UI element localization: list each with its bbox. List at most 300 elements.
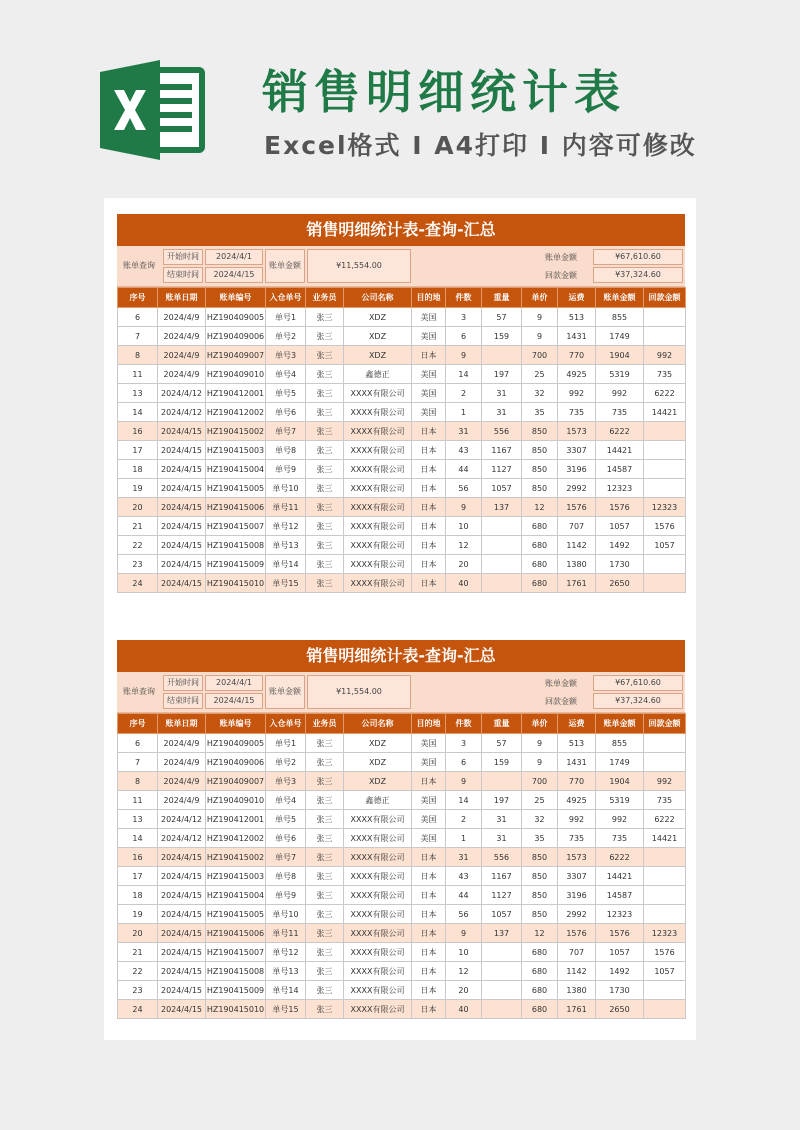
table-cell: 2024/4/15 xyxy=(158,498,206,517)
table-row xyxy=(118,574,686,593)
table-cell: 2650 xyxy=(596,574,644,593)
table-cell: 2 xyxy=(446,810,482,829)
table-cell: 2024/4/9 xyxy=(158,734,206,753)
table-cell: 6222 xyxy=(644,810,686,829)
column-header: 业务员 xyxy=(306,288,344,308)
table-cell: 6 xyxy=(118,308,158,327)
table-row xyxy=(118,422,686,441)
table-cell: HZ190415010 xyxy=(206,574,266,593)
table-cell: HZ190415007 xyxy=(206,517,266,536)
table-cell: 992 xyxy=(596,810,644,829)
table-row xyxy=(118,555,686,574)
table-cell: 850 xyxy=(522,848,558,867)
table-cell: 单号14 xyxy=(266,555,306,574)
table-cell: 43 xyxy=(446,867,482,886)
table-cell: 850 xyxy=(522,441,558,460)
amount-value: ¥11,554.00 xyxy=(307,249,411,283)
table-row xyxy=(118,460,686,479)
sheet-title: 销售明细统计表-查询-汇总 xyxy=(117,214,685,246)
table-cell: 3196 xyxy=(558,886,596,905)
table-cell: 1142 xyxy=(558,962,596,981)
table-cell: 美国 xyxy=(412,829,446,848)
table-cell: 日本 xyxy=(412,772,446,791)
table-cell: XDZ xyxy=(344,346,412,365)
table-cell: 12 xyxy=(446,536,482,555)
table-cell: 992 xyxy=(644,772,686,791)
table-cell: 9 xyxy=(446,498,482,517)
table-cell xyxy=(644,441,686,460)
table-row xyxy=(118,327,686,346)
table-cell: 单号1 xyxy=(266,734,306,753)
end-date-field[interactable]: 2024/4/15 xyxy=(205,693,263,709)
table-cell: 张三 xyxy=(306,517,344,536)
table-cell: 美国 xyxy=(412,308,446,327)
table-cell: 张三 xyxy=(306,403,344,422)
table-row xyxy=(118,479,686,498)
table-cell: HZ190415009 xyxy=(206,555,266,574)
table-cell: XXXX有限公司 xyxy=(344,460,412,479)
table-cell: 513 xyxy=(558,734,596,753)
table-cell: 1573 xyxy=(558,848,596,867)
table-cell: 美国 xyxy=(412,810,446,829)
table-header-row xyxy=(118,714,686,734)
table-cell: 单号13 xyxy=(266,962,306,981)
table-cell: XXXX有限公司 xyxy=(344,886,412,905)
table-cell: 556 xyxy=(482,848,522,867)
table-cell: 8 xyxy=(118,346,158,365)
table-cell: HZ190415006 xyxy=(206,924,266,943)
table-row xyxy=(118,829,686,848)
table-cell xyxy=(482,574,522,593)
table-cell: 日本 xyxy=(412,555,446,574)
table-cell: 43 xyxy=(446,441,482,460)
table-cell: 2024/4/15 xyxy=(158,422,206,441)
table-cell: 23 xyxy=(118,555,158,574)
table-cell: 13 xyxy=(118,810,158,829)
table-cell: 1127 xyxy=(482,886,522,905)
table-cell: 31 xyxy=(482,384,522,403)
table-cell: 单号3 xyxy=(266,772,306,791)
query-label: 账单查询 xyxy=(123,687,155,696)
column-header: 回款金额 xyxy=(644,714,686,734)
table-cell xyxy=(644,479,686,498)
table-cell: 张三 xyxy=(306,905,344,924)
table-cell: 1167 xyxy=(482,867,522,886)
table-cell: 14421 xyxy=(644,829,686,848)
table-cell: 735 xyxy=(644,365,686,384)
table-cell: 10 xyxy=(446,517,482,536)
table-cell xyxy=(644,308,686,327)
table-cell: 5319 xyxy=(596,365,644,384)
table-cell: 680 xyxy=(522,981,558,1000)
table-cell xyxy=(482,943,522,962)
start-date-field[interactable]: 2024/4/1 xyxy=(205,249,263,265)
table-cell: 56 xyxy=(446,479,482,498)
table-cell: 2650 xyxy=(596,1000,644,1019)
table-cell: 3307 xyxy=(558,441,596,460)
table-row xyxy=(118,848,686,867)
table-row xyxy=(118,498,686,517)
table-cell: 770 xyxy=(558,346,596,365)
received-label: 回款金额 xyxy=(545,697,577,706)
table-cell: 单号14 xyxy=(266,981,306,1000)
table-cell: HZ190415002 xyxy=(206,422,266,441)
table-cell: 日本 xyxy=(412,867,446,886)
table-cell: 14587 xyxy=(596,886,644,905)
table-cell: 单号7 xyxy=(266,848,306,867)
sales-table xyxy=(117,713,686,1019)
table-cell: HZ190415010 xyxy=(206,1000,266,1019)
table-cell: 张三 xyxy=(306,867,344,886)
table-cell: 197 xyxy=(482,365,522,384)
table-cell: 1127 xyxy=(482,460,522,479)
table-cell: HZ190415007 xyxy=(206,943,266,962)
table-cell: 12323 xyxy=(644,498,686,517)
table-cell: XXXX有限公司 xyxy=(344,479,412,498)
table-cell: 鑫德正 xyxy=(344,365,412,384)
table-cell: 美国 xyxy=(412,791,446,810)
table-cell: 张三 xyxy=(306,772,344,791)
table-cell: 张三 xyxy=(306,574,344,593)
table-cell: 张三 xyxy=(306,422,344,441)
column-header: 入仓单号 xyxy=(266,714,306,734)
table-cell: 14587 xyxy=(596,460,644,479)
table-cell: 2024/4/15 xyxy=(158,555,206,574)
table-cell: XXXX有限公司 xyxy=(344,517,412,536)
table-cell: 680 xyxy=(522,536,558,555)
start-label: 开始时间 xyxy=(163,675,203,691)
table-row xyxy=(118,517,686,536)
table-cell: 1576 xyxy=(596,498,644,517)
table-cell: 22 xyxy=(118,962,158,981)
table-cell: 2024/4/15 xyxy=(158,886,206,905)
table-cell xyxy=(482,536,522,555)
table-cell: 14421 xyxy=(596,867,644,886)
table-cell: 1057 xyxy=(596,517,644,536)
table-cell: HZ190412002 xyxy=(206,829,266,848)
table-cell: 单号11 xyxy=(266,498,306,517)
table-cell: 992 xyxy=(644,346,686,365)
table-cell: 17 xyxy=(118,441,158,460)
table-cell: 2024/4/15 xyxy=(158,1000,206,1019)
received-value: ¥37,324.60 xyxy=(593,267,683,283)
table-cell: 850 xyxy=(522,886,558,905)
table-cell: 日本 xyxy=(412,536,446,555)
table-cell: XXXX有限公司 xyxy=(344,924,412,943)
table-cell: XXXX有限公司 xyxy=(344,848,412,867)
table-cell: 日本 xyxy=(412,905,446,924)
table-cell: 40 xyxy=(446,574,482,593)
table-cell: 单号10 xyxy=(266,479,306,498)
table-row xyxy=(118,886,686,905)
table-cell: 1904 xyxy=(596,346,644,365)
table-cell: 2024/4/12 xyxy=(158,403,206,422)
table-row xyxy=(118,346,686,365)
table-cell: XXXX有限公司 xyxy=(344,981,412,1000)
table-cell: 单号12 xyxy=(266,517,306,536)
column-header: 账单编号 xyxy=(206,714,266,734)
table-cell: 张三 xyxy=(306,346,344,365)
table-cell xyxy=(644,422,686,441)
table-cell: 31 xyxy=(482,829,522,848)
table-cell xyxy=(482,962,522,981)
table-cell: HZ190412002 xyxy=(206,403,266,422)
table-cell: 24 xyxy=(118,1000,158,1019)
total-label: 账单金额 xyxy=(545,679,577,688)
table-cell: 1904 xyxy=(596,772,644,791)
table-cell: 735 xyxy=(558,403,596,422)
total-value: ¥67,610.60 xyxy=(593,249,683,265)
table-cell: 137 xyxy=(482,924,522,943)
table-cell: 6222 xyxy=(596,848,644,867)
table-cell: 556 xyxy=(482,422,522,441)
table-cell: XXXX有限公司 xyxy=(344,1000,412,1019)
table-cell: 31 xyxy=(446,848,482,867)
table-cell: 张三 xyxy=(306,498,344,517)
table-row xyxy=(118,365,686,384)
end-label: 结束时间 xyxy=(163,693,203,709)
table-cell: 鑫德正 xyxy=(344,791,412,810)
table-cell: 1730 xyxy=(596,555,644,574)
table-cell: 3 xyxy=(446,734,482,753)
table-cell: 12323 xyxy=(644,924,686,943)
table-cell: 14421 xyxy=(644,403,686,422)
table-cell: HZ190415004 xyxy=(206,886,266,905)
table-cell: 57 xyxy=(482,734,522,753)
table-cell xyxy=(644,867,686,886)
table-cell: 2024/4/15 xyxy=(158,574,206,593)
table-cell: 11 xyxy=(118,791,158,810)
table-row xyxy=(118,441,686,460)
query-panel xyxy=(117,672,685,713)
table-cell: 2024/4/15 xyxy=(158,924,206,943)
table-cell: 16 xyxy=(118,848,158,867)
table-cell: 2 xyxy=(446,384,482,403)
table-cell: 11 xyxy=(118,365,158,384)
table-cell: 单号4 xyxy=(266,791,306,810)
table-cell: 700 xyxy=(522,772,558,791)
table-cell: 9 xyxy=(522,734,558,753)
table-cell: 8 xyxy=(118,772,158,791)
table-cell: XXXX有限公司 xyxy=(344,441,412,460)
column-header: 账单金额 xyxy=(596,288,644,308)
table-cell xyxy=(644,327,686,346)
table-cell: 2024/4/15 xyxy=(158,460,206,479)
table-cell: XXXX有限公司 xyxy=(344,498,412,517)
table-cell: 日本 xyxy=(412,1000,446,1019)
table-cell: 日本 xyxy=(412,886,446,905)
table-cell: 25 xyxy=(522,791,558,810)
table-cell: XXXX有限公司 xyxy=(344,905,412,924)
table-cell: 44 xyxy=(446,460,482,479)
table-cell: 1431 xyxy=(558,327,596,346)
table-cell: 14421 xyxy=(596,441,644,460)
amount-label: 账单金额 xyxy=(265,249,305,283)
table-cell: 2024/4/9 xyxy=(158,753,206,772)
page-title: 销售明细统计表 xyxy=(262,65,626,119)
table-cell: 张三 xyxy=(306,886,344,905)
table-cell: 855 xyxy=(596,734,644,753)
banner xyxy=(0,0,800,178)
table-cell: 1492 xyxy=(596,536,644,555)
table-cell: 12 xyxy=(446,962,482,981)
summary-sheet-1 xyxy=(117,214,685,593)
table-cell: 1761 xyxy=(558,574,596,593)
table-cell: 23 xyxy=(118,981,158,1000)
table-cell: 张三 xyxy=(306,1000,344,1019)
table-cell: 单号10 xyxy=(266,905,306,924)
table-cell xyxy=(482,555,522,574)
table-cell: 9 xyxy=(522,327,558,346)
table-cell: HZ190415003 xyxy=(206,441,266,460)
table-cell xyxy=(644,886,686,905)
table-cell: 18 xyxy=(118,460,158,479)
table-cell: 日本 xyxy=(412,517,446,536)
table-cell: 2024/4/15 xyxy=(158,962,206,981)
table-cell: 2024/4/15 xyxy=(158,479,206,498)
table-cell: HZ190409005 xyxy=(206,734,266,753)
table-cell: 680 xyxy=(522,574,558,593)
table-cell: 张三 xyxy=(306,829,344,848)
table-cell: 855 xyxy=(596,308,644,327)
table-cell: 4925 xyxy=(558,791,596,810)
table-cell: 张三 xyxy=(306,962,344,981)
table-cell: 40 xyxy=(446,1000,482,1019)
table-cell: XXXX有限公司 xyxy=(344,810,412,829)
table-row xyxy=(118,772,686,791)
table-cell: 日本 xyxy=(412,848,446,867)
column-header: 件数 xyxy=(446,288,482,308)
summary-sheet-2 xyxy=(117,640,685,1019)
table-cell: 22 xyxy=(118,536,158,555)
amount-label: 账单金额 xyxy=(265,675,305,709)
table-cell xyxy=(644,981,686,1000)
table-cell: 6222 xyxy=(644,384,686,403)
table-cell: 25 xyxy=(522,365,558,384)
table-cell: 日本 xyxy=(412,962,446,981)
table-cell: 19 xyxy=(118,905,158,924)
table-cell: HZ190415003 xyxy=(206,867,266,886)
table-cell: 35 xyxy=(522,829,558,848)
table-cell: 单号15 xyxy=(266,574,306,593)
table-cell: 9 xyxy=(446,346,482,365)
table-cell xyxy=(482,1000,522,1019)
table-cell: HZ190409006 xyxy=(206,327,266,346)
table-cell: 单号2 xyxy=(266,327,306,346)
table-cell: 2024/4/9 xyxy=(158,308,206,327)
table-row xyxy=(118,403,686,422)
table-cell: 21 xyxy=(118,517,158,536)
table-cell: 单号13 xyxy=(266,536,306,555)
table-cell: 9 xyxy=(446,772,482,791)
table-cell: XXXX有限公司 xyxy=(344,829,412,848)
table-row xyxy=(118,1000,686,1019)
table-cell: 日本 xyxy=(412,479,446,498)
table-cell: 197 xyxy=(482,791,522,810)
table-cell: XXXX有限公司 xyxy=(344,943,412,962)
table-cell: 1576 xyxy=(596,924,644,943)
table-cell xyxy=(482,517,522,536)
table-cell: 1492 xyxy=(596,962,644,981)
table-cell: 850 xyxy=(522,867,558,886)
table-cell: 9 xyxy=(522,753,558,772)
table-cell: 2024/4/15 xyxy=(158,848,206,867)
start-date-field[interactable]: 2024/4/1 xyxy=(205,675,263,691)
end-label: 结束时间 xyxy=(163,267,203,283)
table-cell: 56 xyxy=(446,905,482,924)
column-header: 公司名称 xyxy=(344,288,412,308)
column-header: 单价 xyxy=(522,714,558,734)
table-cell: 张三 xyxy=(306,479,344,498)
table-cell: 32 xyxy=(522,384,558,403)
table-cell: 日本 xyxy=(412,943,446,962)
table-row xyxy=(118,734,686,753)
table-cell: 735 xyxy=(596,829,644,848)
table-row xyxy=(118,791,686,810)
table-cell: 5319 xyxy=(596,791,644,810)
table-cell: 张三 xyxy=(306,810,344,829)
table-cell: 张三 xyxy=(306,943,344,962)
table-cell: 日本 xyxy=(412,422,446,441)
end-date-field[interactable]: 2024/4/15 xyxy=(205,267,263,283)
table-cell xyxy=(482,772,522,791)
table-cell: 12323 xyxy=(596,905,644,924)
table-cell: 单号12 xyxy=(266,943,306,962)
table-cell xyxy=(644,753,686,772)
table-cell: 13 xyxy=(118,384,158,403)
table-cell: 680 xyxy=(522,943,558,962)
table-cell: 1749 xyxy=(596,327,644,346)
table-cell: 张三 xyxy=(306,441,344,460)
table-cell: 1380 xyxy=(558,981,596,1000)
table-cell: 1057 xyxy=(482,905,522,924)
table-cell: 美国 xyxy=(412,384,446,403)
table-cell: 美国 xyxy=(412,327,446,346)
table-row xyxy=(118,536,686,555)
table-cell: 44 xyxy=(446,886,482,905)
table-cell: 张三 xyxy=(306,308,344,327)
table-cell: 1057 xyxy=(596,943,644,962)
column-header: 运费 xyxy=(558,288,596,308)
table-cell: 992 xyxy=(596,384,644,403)
table-cell: 张三 xyxy=(306,981,344,1000)
total-value: ¥67,610.60 xyxy=(593,675,683,691)
table-cell: 12 xyxy=(522,924,558,943)
table-row xyxy=(118,753,686,772)
table-cell: 2024/4/15 xyxy=(158,943,206,962)
table-cell: 张三 xyxy=(306,753,344,772)
table-header-row xyxy=(118,288,686,308)
table-cell: 单号9 xyxy=(266,886,306,905)
table-cell: XXXX有限公司 xyxy=(344,867,412,886)
received-label: 回款金额 xyxy=(545,271,577,280)
table-cell: 3307 xyxy=(558,867,596,886)
received-value: ¥37,324.60 xyxy=(593,693,683,709)
table-cell: 2024/4/12 xyxy=(158,810,206,829)
table-cell: XXXX有限公司 xyxy=(344,962,412,981)
table-cell: 张三 xyxy=(306,327,344,346)
table-cell: 10 xyxy=(446,943,482,962)
table-cell: 735 xyxy=(596,403,644,422)
table-cell: 35 xyxy=(522,403,558,422)
table-row xyxy=(118,384,686,403)
table-cell: 2024/4/12 xyxy=(158,829,206,848)
table-cell: 张三 xyxy=(306,555,344,574)
table-cell: 日本 xyxy=(412,574,446,593)
table-cell: 680 xyxy=(522,1000,558,1019)
table-cell: 20 xyxy=(118,498,158,517)
amount-value: ¥11,554.00 xyxy=(307,675,411,709)
